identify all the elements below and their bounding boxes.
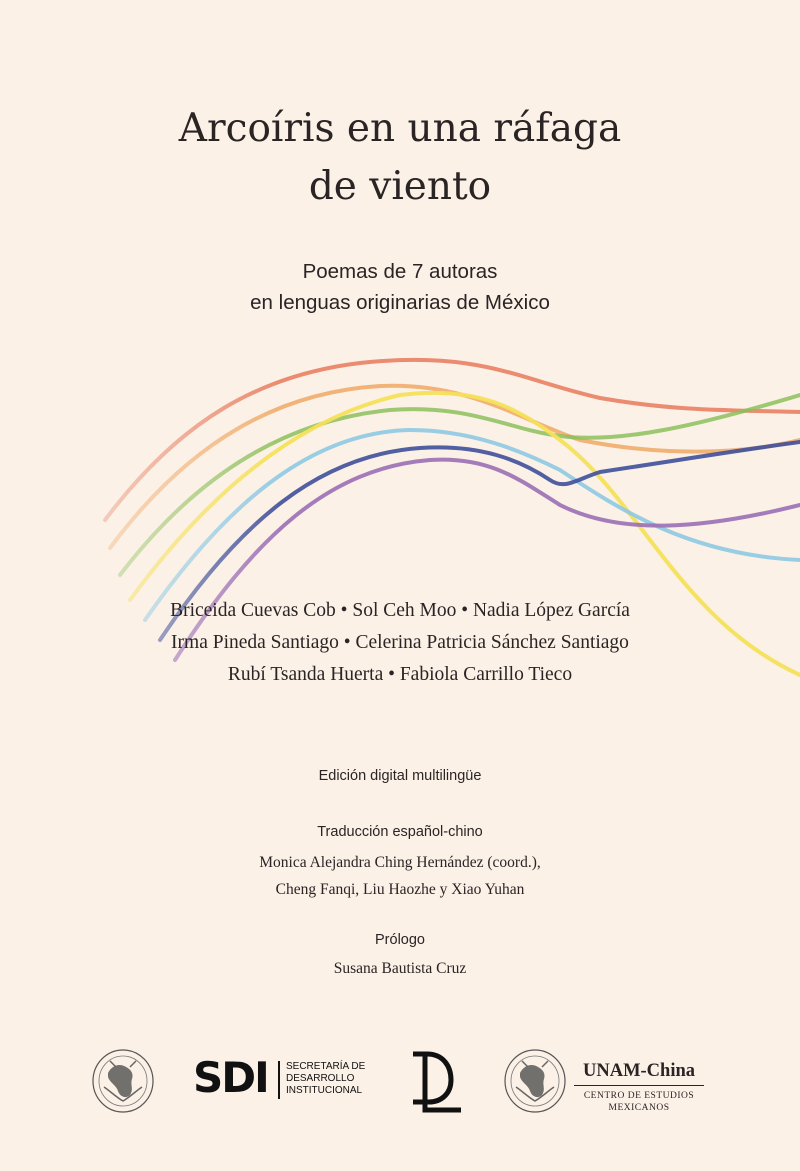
unam-china-name: UNAM-China bbox=[582, 1061, 696, 1081]
rainbow-band-orange-red bbox=[105, 360, 800, 520]
center-line-1: CENTRO DE ESTUDIOS bbox=[583, 1091, 695, 1101]
sdi-logo bbox=[193, 1053, 373, 1103]
authors-line-1: Briceida Cuevas Cob • Sol Ceh Moo • Nadia López García bbox=[170, 600, 630, 621]
translators-line-2: Cheng Fanqi, Liu Haozhe y Xiao Yuhan bbox=[275, 881, 525, 898]
subtitle-line-1: Poemas de 7 autoras bbox=[302, 260, 498, 283]
prologue-heading: Prólogo bbox=[375, 932, 425, 948]
unam-china-center bbox=[574, 1090, 704, 1114]
book-title bbox=[0, 100, 800, 216]
edition-note: Edición digital multilingüe bbox=[318, 768, 482, 784]
authors-line-2: Irma Pineda Santiago • Celerina Patricia Sánchez Santiago bbox=[171, 632, 629, 653]
sdi-line-1: SECRETARÍA DE bbox=[286, 1061, 366, 1072]
translators bbox=[0, 849, 800, 903]
translators-line-1: Monica Alejandra Ching Hernández (coord.), bbox=[259, 854, 541, 871]
unam-china-rule bbox=[574, 1085, 704, 1086]
rainbow-band-green bbox=[120, 395, 800, 575]
sdi-divider bbox=[278, 1061, 280, 1099]
unam-seal-icon bbox=[90, 1047, 156, 1115]
sdi-mark: SDI bbox=[193, 1053, 268, 1102]
prologue-author: Susana Bautista Cruz bbox=[333, 960, 467, 977]
authors-list bbox=[0, 595, 800, 691]
sdi-text bbox=[286, 1061, 365, 1097]
sdi-line-2: DESARROLLO bbox=[286, 1073, 355, 1084]
dl-logo-icon bbox=[405, 1050, 467, 1116]
book-subtitle bbox=[0, 256, 800, 318]
unam-china-seal-icon bbox=[502, 1047, 568, 1115]
translation-heading: Traducción español-chino bbox=[317, 824, 483, 840]
title-line-1: Arcoíris en una ráfaga bbox=[178, 106, 622, 151]
center-line-2: MEXICANOS bbox=[608, 1103, 670, 1113]
unam-china-logo bbox=[574, 1061, 704, 1114]
subtitle-line-2: en lenguas originarias de México bbox=[250, 291, 550, 314]
title-line-2: de viento bbox=[308, 164, 492, 209]
authors-line-3: Rubí Tsanda Huerta • Fabiola Carrillo Tieco bbox=[227, 664, 573, 685]
sdi-line-3: INSTITUCIONAL bbox=[286, 1085, 363, 1096]
